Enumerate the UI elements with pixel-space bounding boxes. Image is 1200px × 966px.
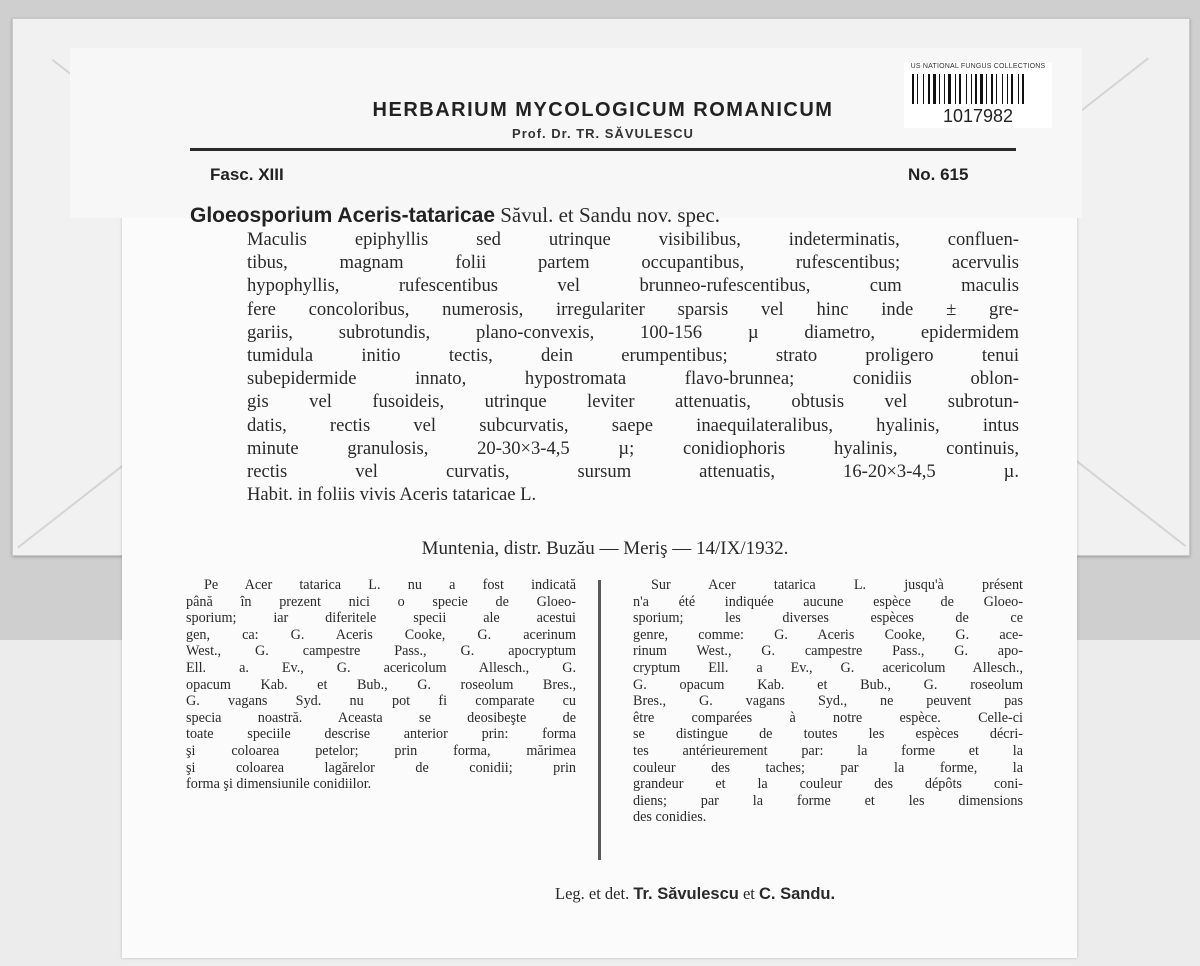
text-line: Bres., G. vagans Syd., ne peuvent pas <box>633 693 1023 710</box>
text-line: opacum Kab. et Bub., G. roseolum Bres., <box>186 676 576 693</box>
specimen-number: No. 615 <box>908 165 969 184</box>
collector-name: C. Sandu. <box>759 885 836 903</box>
collector-credit <box>555 884 835 904</box>
text-line: datis, rectis vel subcurvatis, saepe inaequilateralibus, hyalinis, intus <box>247 414 1019 436</box>
species-authority: Săvul. et Sandu nov. spec. <box>500 203 720 227</box>
text-line: G. vagans Syd. nu pot fi comparate cu <box>186 693 576 710</box>
herbarium-subtitle: Prof. Dr. TR. SĂVULESCU <box>512 126 694 141</box>
text-line: gen, ca: G. Aceris Cooke, G. acerinum <box>186 626 576 643</box>
barcode-icon <box>912 74 1044 104</box>
text-line: până în prezent nici o specie de Gloeo- <box>186 593 576 610</box>
text-line: gis vel fusoideis, utrinque leviter attenuatis, obtusis vel subrotun- <box>247 391 1019 413</box>
text-line: n'a été indiquée aucune espèce de Gloeo- <box>633 593 1023 610</box>
text-line: tes antérieurement par: la forme et la <box>633 742 1023 759</box>
note-romanian <box>186 577 576 793</box>
text-line: grandeur et la couleur des dépôts coni- <box>633 776 1023 793</box>
text-line: tibus, magnam folii partem occupantibus, rufescentibus; acervulis <box>247 252 1019 274</box>
text-line: sporium; iar diferitele specii ale acestui <box>186 610 576 627</box>
text-line: rinum West., G. campestre Pass., G. apo- <box>633 643 1023 660</box>
header-rule <box>190 148 1016 151</box>
note-french <box>633 577 1023 826</box>
credit-prefix: Leg. et det. <box>555 884 630 903</box>
latin-description <box>247 228 1019 506</box>
text-line: specia noastră. Aceasta se deosibeşte de <box>186 709 576 726</box>
text-line: Sur Acer tatarica L. jusqu'à présent <box>651 577 1023 593</box>
text-line: G. opacum Kab. et Bub., G. roseolum <box>633 676 1023 693</box>
text-line: toate speciile descrise anterior prin: forma <box>186 726 576 743</box>
fascicle-number: Fasc. XIII <box>210 165 284 184</box>
text-line: des conidies. <box>633 809 707 826</box>
collector-name: Tr. Săvulescu <box>633 885 739 903</box>
text-line: West., G. campestre Pass., G. apocryptum <box>186 643 576 660</box>
text-line: minute granulosis, 20-30×3-4,5 µ; conidiophoris hyalinis, continuis, <box>247 437 1019 459</box>
text-line: être comparées à notre espèce. Celle-ci <box>633 709 1023 726</box>
barcode-label <box>904 62 1052 128</box>
text-line: cryptum Ell. a Ev., G. acericolum Allesch., <box>633 659 1023 676</box>
text-line: şi coloarea lagărelor de conidii; prin <box>186 759 576 776</box>
species-name: Gloeosporium Aceris-tataricae <box>190 204 495 227</box>
text-line: gariis, subrotundis, plano-convexis, 100-156 µ diametro, epidermidem <box>247 321 1019 343</box>
herbarium-title: HERBARIUM MYCOLOGICUM ROMANICUM <box>372 99 834 121</box>
text-line: forma şi dimensiunile conidiilor. <box>186 776 372 793</box>
barcode-number: 1017982 <box>942 106 1014 126</box>
text-line: couleur des taches; par la forme, la <box>633 759 1023 776</box>
text-line: fere concoloribus, numerosis, irregulariter sparsis vel hinc inde ± gre- <box>247 298 1019 320</box>
barcode-caption: US NATIONAL FUNGUS COLLECTIONS <box>910 63 1046 70</box>
text-line: Pe Acer tatarica L. nu a fost indicată <box>204 577 576 593</box>
text-line: şi coloarea petelor; prin forma, mărimea <box>186 742 576 759</box>
text-line: Habit. in foliis vivis Aceris tataricae L. <box>247 484 537 506</box>
text-line: sporium; les diverses espèces de ce <box>633 610 1023 627</box>
collection-locality: Muntenia, distr. Buzău — Meriş — 14/IX/1932. <box>421 538 789 559</box>
text-line: Ell. a. Ev., G. acericolum Allesch., G. <box>186 659 576 676</box>
text-line: genre, comme: G. Aceris Cooke, G. ace- <box>633 626 1023 643</box>
text-line: diens; par la forme et les dimensions <box>633 792 1023 809</box>
text-line: Maculis epiphyllis sed utrinque visibilibus, indeterminatis, confluen- <box>247 229 1019 250</box>
column-divider <box>598 580 601 860</box>
species-heading <box>190 203 1020 228</box>
text-line: subepidermide innato, hypostromata flavo-brunnea; conidiis oblon- <box>247 368 1019 390</box>
credit-joiner: et <box>742 884 755 903</box>
text-line: se distingue de toutes les espèces décri- <box>633 726 1023 743</box>
text-line: rectis vel curvatis, sursum attenuatis, 16-20×3-4,5 µ. <box>247 460 1019 482</box>
text-line: tumidula initio tectis, dein erumpentibus; strato proligero tenui <box>247 344 1019 366</box>
text-line: hypophyllis, rufescentibus vel brunneo-rufescentibus, cum maculis <box>247 275 1019 297</box>
